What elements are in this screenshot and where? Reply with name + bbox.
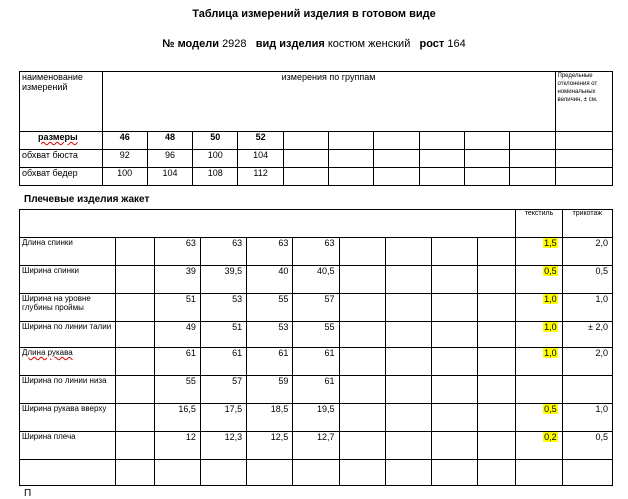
knit-tolerance: ± 2,0 bbox=[562, 322, 612, 348]
model-line bbox=[0, 38, 628, 50]
empty-cell bbox=[283, 150, 328, 168]
empty-cell bbox=[385, 238, 431, 266]
empty-cell bbox=[510, 150, 555, 168]
empty-cell bbox=[385, 348, 431, 376]
size-cell: 48 bbox=[147, 132, 192, 150]
value-cell: 63 bbox=[293, 238, 339, 266]
textile-tolerance: 1,0 bbox=[516, 322, 562, 348]
empty-cell bbox=[116, 460, 154, 486]
value-cell: 112 bbox=[238, 168, 283, 186]
knit-tolerance bbox=[562, 376, 612, 404]
empty-cell bbox=[478, 376, 516, 404]
value-cell: 61 bbox=[293, 348, 339, 376]
empty-cell bbox=[329, 132, 374, 150]
row-label: Ширина рукава вверху bbox=[20, 404, 116, 432]
table-row bbox=[20, 432, 613, 460]
value-cell: 55 bbox=[154, 376, 200, 404]
empty-cell bbox=[385, 432, 431, 460]
value-cell: 51 bbox=[154, 294, 200, 322]
value-cell: 55 bbox=[247, 294, 293, 322]
empty-cell bbox=[478, 348, 516, 376]
empty-cell bbox=[431, 376, 477, 404]
knit-tolerance: 1,0 bbox=[562, 294, 612, 322]
empty-cell bbox=[339, 460, 385, 486]
empty-cell bbox=[516, 460, 562, 486]
value-cell: 40,5 bbox=[293, 266, 339, 294]
empty-cell bbox=[431, 266, 477, 294]
empty-cell bbox=[283, 168, 328, 186]
value-cell: 61 bbox=[154, 348, 200, 376]
row-label: Ширина по линии низа bbox=[20, 376, 116, 404]
textile-tolerance: 1,5 bbox=[516, 238, 562, 266]
value-cell: 51 bbox=[200, 322, 246, 348]
table-row bbox=[20, 322, 613, 348]
table-row bbox=[20, 238, 613, 266]
empty-cell bbox=[116, 348, 154, 376]
model-value: 2928 bbox=[222, 38, 247, 50]
empty-cell bbox=[154, 460, 200, 486]
knit-tolerance: 0,5 bbox=[562, 266, 612, 294]
value-cell: 12,7 bbox=[293, 432, 339, 460]
row-label: Ширина плеча bbox=[20, 432, 116, 460]
table-row bbox=[20, 294, 613, 322]
textile-tolerance: 1,0 bbox=[516, 348, 562, 376]
table-row bbox=[20, 376, 613, 404]
textile-tolerance: 0,5 bbox=[516, 266, 562, 294]
value-cell: 39,5 bbox=[200, 266, 246, 294]
empty-cell bbox=[431, 404, 477, 432]
size-cell: 46 bbox=[102, 132, 147, 150]
empty-cell bbox=[562, 460, 612, 486]
textile-tolerance: 1,0 bbox=[516, 294, 562, 322]
empty-cell bbox=[464, 150, 509, 168]
row-label: Ширина на уровне глубины проймы bbox=[20, 294, 116, 322]
table-row bbox=[20, 266, 613, 294]
kind-label: вид изделия bbox=[255, 38, 325, 50]
empty-cell bbox=[339, 238, 385, 266]
value-cell: 39 bbox=[154, 266, 200, 294]
value-cell: 19,5 bbox=[293, 404, 339, 432]
value-cell: 92 bbox=[102, 150, 147, 168]
textile-tolerance: 0,5 bbox=[516, 404, 562, 432]
empty-cell bbox=[431, 294, 477, 322]
empty-cell bbox=[419, 150, 464, 168]
empty-cell bbox=[385, 322, 431, 348]
empty-cell bbox=[116, 322, 154, 348]
empty-cell bbox=[339, 432, 385, 460]
knit-tolerance: 0,5 bbox=[562, 432, 612, 460]
value-cell: 63 bbox=[200, 238, 246, 266]
empty-cell bbox=[419, 132, 464, 150]
col-textile: текстиль bbox=[516, 210, 562, 238]
empty-cell bbox=[385, 404, 431, 432]
textile-tolerance: 0,2 bbox=[516, 432, 562, 460]
empty-cell bbox=[555, 150, 612, 168]
empty-cell bbox=[116, 266, 154, 294]
empty-cell bbox=[478, 432, 516, 460]
table-row bbox=[20, 168, 613, 186]
empty-cell bbox=[374, 168, 419, 186]
row-label: обхват бюста bbox=[20, 150, 103, 168]
empty-cell bbox=[478, 322, 516, 348]
table-row bbox=[20, 404, 613, 432]
table-row bbox=[20, 348, 613, 376]
empty-cell bbox=[339, 294, 385, 322]
empty-cell bbox=[293, 460, 339, 486]
empty-cell bbox=[478, 404, 516, 432]
empty-cell bbox=[478, 266, 516, 294]
knit-tolerance: 1,0 bbox=[562, 404, 612, 432]
empty-cell bbox=[339, 348, 385, 376]
empty-cell bbox=[510, 168, 555, 186]
empty-cell bbox=[116, 294, 154, 322]
value-cell: 63 bbox=[154, 238, 200, 266]
value-cell: 57 bbox=[293, 294, 339, 322]
value-cell: 104 bbox=[238, 150, 283, 168]
empty-cell bbox=[431, 348, 477, 376]
value-cell: 16,5 bbox=[154, 404, 200, 432]
value-cell: 96 bbox=[147, 150, 192, 168]
empty-cell bbox=[478, 294, 516, 322]
empty-cell bbox=[555, 168, 612, 186]
empty-cell bbox=[385, 460, 431, 486]
kind-value: костюм женский bbox=[327, 38, 411, 50]
empty-cell bbox=[431, 322, 477, 348]
value-cell: 100 bbox=[102, 168, 147, 186]
value-cell: 55 bbox=[293, 322, 339, 348]
empty-cell bbox=[20, 460, 116, 486]
empty-cell bbox=[385, 294, 431, 322]
empty-cell bbox=[329, 168, 374, 186]
height-value: 164 bbox=[447, 38, 466, 50]
value-cell: 12,5 bbox=[247, 432, 293, 460]
knit-tolerance: 2,0 bbox=[562, 348, 612, 376]
empty-cell bbox=[385, 376, 431, 404]
size-cell: 52 bbox=[238, 132, 283, 150]
empty-cell bbox=[329, 150, 374, 168]
value-cell: 57 bbox=[200, 376, 246, 404]
deviation-header: Предельные отклонения от номинальных величин, ± см. bbox=[555, 72, 612, 132]
value-cell: 53 bbox=[200, 294, 246, 322]
jacket-table bbox=[19, 209, 613, 486]
sizes-label: размеры bbox=[20, 132, 103, 150]
value-cell: 53 bbox=[247, 322, 293, 348]
col-knit: трикотаж bbox=[562, 210, 612, 238]
empty-cell bbox=[339, 266, 385, 294]
empty-cell bbox=[116, 238, 154, 266]
empty-cell bbox=[247, 460, 293, 486]
empty-cell bbox=[431, 238, 477, 266]
empty-cell bbox=[116, 404, 154, 432]
empty-cell bbox=[374, 132, 419, 150]
empty-cell bbox=[464, 132, 509, 150]
value-cell: 61 bbox=[247, 348, 293, 376]
empty-cell bbox=[339, 376, 385, 404]
empty-cell bbox=[283, 132, 328, 150]
empty-cell bbox=[555, 132, 612, 150]
value-cell: 12,3 bbox=[200, 432, 246, 460]
value-cell: 17,5 bbox=[200, 404, 246, 432]
empty-cell bbox=[419, 168, 464, 186]
name-header: наименование измерений bbox=[20, 72, 103, 132]
section-title: Плечевые изделия жакет bbox=[24, 194, 150, 205]
empty-cell bbox=[431, 460, 477, 486]
empty-cell bbox=[116, 376, 154, 404]
empty-cell bbox=[200, 460, 246, 486]
table-row bbox=[20, 460, 613, 486]
document-title: Таблица измерений изделия в готовом виде bbox=[192, 8, 436, 20]
empty-cell bbox=[374, 150, 419, 168]
value-cell: 104 bbox=[147, 168, 192, 186]
empty-cell bbox=[510, 132, 555, 150]
value-cell: 18,5 bbox=[247, 404, 293, 432]
value-cell: 59 bbox=[247, 376, 293, 404]
empty-cell bbox=[339, 404, 385, 432]
size-cell: 50 bbox=[193, 132, 238, 150]
empty-cell bbox=[339, 322, 385, 348]
row-label: Длина спинки bbox=[20, 238, 116, 266]
value-cell: 61 bbox=[200, 348, 246, 376]
empty-cell bbox=[478, 460, 516, 486]
row-label: обхват бедер bbox=[20, 168, 103, 186]
value-cell: 49 bbox=[154, 322, 200, 348]
groups-header: измерения по группам bbox=[102, 72, 555, 132]
empty-cell bbox=[478, 238, 516, 266]
empty-cell bbox=[20, 210, 516, 238]
value-cell: 61 bbox=[293, 376, 339, 404]
model-label: № модели bbox=[162, 38, 219, 50]
row-label: Ширина по линии талии bbox=[20, 322, 116, 348]
height-label: рост bbox=[419, 38, 445, 50]
value-cell: 100 bbox=[193, 150, 238, 168]
measurements-table bbox=[19, 71, 613, 186]
empty-cell bbox=[464, 168, 509, 186]
knit-tolerance: 2,0 bbox=[562, 238, 612, 266]
next-section-fragment: П bbox=[24, 488, 32, 499]
table-row bbox=[20, 150, 613, 168]
value-cell: 12 bbox=[154, 432, 200, 460]
empty-cell bbox=[431, 432, 477, 460]
value-cell: 40 bbox=[247, 266, 293, 294]
row-label: Ширина спинки bbox=[20, 266, 116, 294]
value-cell: 63 bbox=[247, 238, 293, 266]
empty-cell bbox=[385, 266, 431, 294]
row-label: Длина рукава bbox=[20, 348, 116, 376]
value-cell: 108 bbox=[193, 168, 238, 186]
textile-tolerance bbox=[516, 376, 562, 404]
empty-cell bbox=[116, 432, 154, 460]
